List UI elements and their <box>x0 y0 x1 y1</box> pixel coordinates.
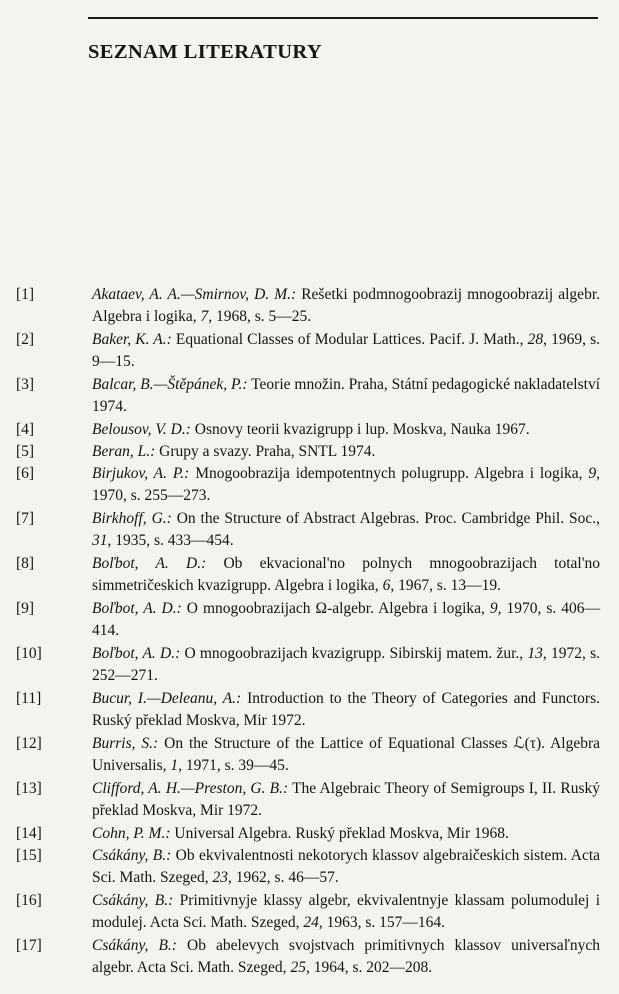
reference-author: Bucur, I.—Deleanu, A.: <box>92 690 242 707</box>
reference-number: [15] <box>16 847 42 864</box>
reference-text <box>92 508 600 552</box>
reference-author: Csákány, B.: <box>92 847 172 864</box>
reference-volume: 31 <box>92 532 108 549</box>
reference-number: [6] <box>16 465 35 482</box>
reference-body: Teorie množin. Praha, Státní pedagogické nakladatelství 1974. <box>92 376 601 415</box>
reference-body: The Algebraic Theory of Semigroups I, II. Ruský překlad Moskva, Mir 1972. <box>92 780 600 819</box>
reference-number: [1] <box>16 286 35 303</box>
reference-number: [3] <box>16 376 35 393</box>
reference-number: [2] <box>16 331 35 348</box>
reference-body: Primitivnyje klassy algebr, ekvivalentnyje klassam polumodulej i modulej. Acta Sci. Math. Szeged, <box>92 892 601 931</box>
reference-tail: , 1935, s. 433—454. <box>107 532 234 549</box>
reference-text <box>92 284 600 328</box>
reference-tail: , 1962, s. 46—57. <box>228 869 339 886</box>
reference-tail: , 1968, s. 5—25. <box>208 308 312 325</box>
reference-tail: , 1969, s. 9—15. <box>92 331 601 370</box>
reference-author: Birkhoff, G.: <box>92 510 172 527</box>
reference-author: Baker, K. A.: <box>92 331 172 348</box>
reference-number: [13] <box>16 780 42 797</box>
reference-body: On the Structure of the Lattice of Equational Classes ℒ(τ). Algebra Universalis, <box>92 735 600 774</box>
reference-tail: , 1967, s. 13—19. <box>390 577 501 594</box>
reference-number: [11] <box>16 690 42 707</box>
reference-volume: 28 <box>527 331 544 348</box>
reference-number: [5] <box>16 443 35 460</box>
reference-volume: 6 <box>382 577 391 594</box>
reference-text <box>92 441 600 463</box>
reference-body: Ob ekvacional'no polnych mnogoobrazijach total'no simmetričeskich kvazigrupp. Algebra i logika, <box>92 555 600 594</box>
reference-number: [8] <box>16 555 35 572</box>
reference-body: Ob abelevych svojstvach primitivnych klassov universaľnych algebr. Acta Sci. Math. Szeged, <box>92 937 601 976</box>
reference-volume: 1 <box>170 757 179 774</box>
reference-tail: , 1963, s. 157—164. <box>318 914 446 931</box>
reference-number: [12] <box>16 735 42 752</box>
reference-number: [17] <box>16 937 42 954</box>
reference-volume: 23 <box>212 869 229 886</box>
reference-author: Boľbot, A. D.: <box>92 555 207 572</box>
reference-body: O mnogoobrazijach Ω-algebr. Algebra i logika, <box>186 600 485 617</box>
reference-text <box>92 374 600 418</box>
reference-author: Beran, L.: <box>92 443 156 460</box>
reference-body: On the Structure of Abstract Algebras. Proc. Cambridge Phil. Soc., <box>176 510 601 527</box>
reference-text <box>92 463 600 507</box>
reference-volume: 7 <box>200 308 209 325</box>
reference-body: Osnovy teorii kvazigrupp i lup. Moskva, Nauka 1967. <box>194 421 530 438</box>
reference-text <box>92 688 600 732</box>
reference-body: O mnogoobrazijach kvazigrupp. Sibirskij matem. žur., <box>184 645 524 662</box>
reference-tail: , 1964, s. 202—208. <box>305 959 433 976</box>
reference-body: Mnogoobrazija idempotentnych polugrupp. Algebra i logika, <box>195 465 583 482</box>
reference-text <box>92 778 600 822</box>
reference-author: Csákány, B.: <box>92 937 177 954</box>
reference-text <box>92 733 600 777</box>
reference-number: [16] <box>16 892 42 909</box>
reference-author: Boľbot, A. D.: <box>92 600 182 617</box>
reference-text <box>92 823 600 845</box>
reference-text <box>92 329 600 373</box>
reference-text <box>92 890 600 934</box>
reference-body: Grupy a svazy. Praha, SNTL 1974. <box>159 443 376 460</box>
reference-volume: 24 <box>303 914 319 931</box>
reference-author: Balcar, B.—Štěpánek, P.: <box>92 376 248 393</box>
reference-tail: , 1972, s. 252—271. <box>92 645 600 684</box>
reference-text <box>92 419 600 441</box>
reference-body: Universal Algebra. Ruský překlad Moskva, Mir 1968. <box>174 825 509 842</box>
reference-volume: 13 <box>527 645 543 662</box>
reference-number: [9] <box>16 600 35 617</box>
reference-author: Akataev, A. A.—Smirnov, D. M.: <box>92 286 297 303</box>
reference-tail: , 1970, s. 255—273. <box>92 465 600 504</box>
reference-author: Belousov, V. D.: <box>92 421 191 438</box>
reference-text <box>92 553 600 597</box>
reference-author: Burris, S.: <box>92 735 159 752</box>
reference-volume: 9 <box>588 465 597 482</box>
reference-text <box>92 845 600 889</box>
reference-number: [10] <box>16 645 42 662</box>
reference-text <box>92 935 600 979</box>
reference-volume: 9 <box>489 600 498 617</box>
reference-number: [14] <box>16 825 42 842</box>
reference-body: Rešetki podmnogoobrazij mnogoobrazij algebr. Algebra i logika, <box>92 286 600 325</box>
page-heading: SEZNAM LITERATURY <box>88 41 323 63</box>
reference-text <box>92 598 600 642</box>
reference-author: Csákány, B.: <box>92 892 174 909</box>
reference-author: Clifford, A. H.—Preston, G. B.: <box>92 780 289 797</box>
reference-body: Equational Classes of Modular Lattices. Pacif. J. Math., <box>175 331 524 348</box>
reference-body: Introduction to the Theory of Categories and Functors. Ruský překlad Moskva, Mir 1972. <box>92 690 601 729</box>
reference-text <box>92 643 600 687</box>
reference-number: [7] <box>16 510 35 527</box>
reference-author: Cohn, P. M.: <box>92 825 171 842</box>
reference-author: Birjukov, A. P.: <box>92 465 190 482</box>
reference-volume: 25 <box>290 959 306 976</box>
reference-tail: , 1971, s. 39—45. <box>178 757 289 774</box>
reference-tail: , 1970, s. 406—414. <box>92 600 600 639</box>
reference-body: Ob ekvivalentnosti nekotorych klassov algebraičeskich sistem. Acta Sci. Math. Szeged, <box>92 847 601 886</box>
reference-author: Boľbot, A. D.: <box>92 645 181 662</box>
reference-number: [4] <box>16 421 35 438</box>
